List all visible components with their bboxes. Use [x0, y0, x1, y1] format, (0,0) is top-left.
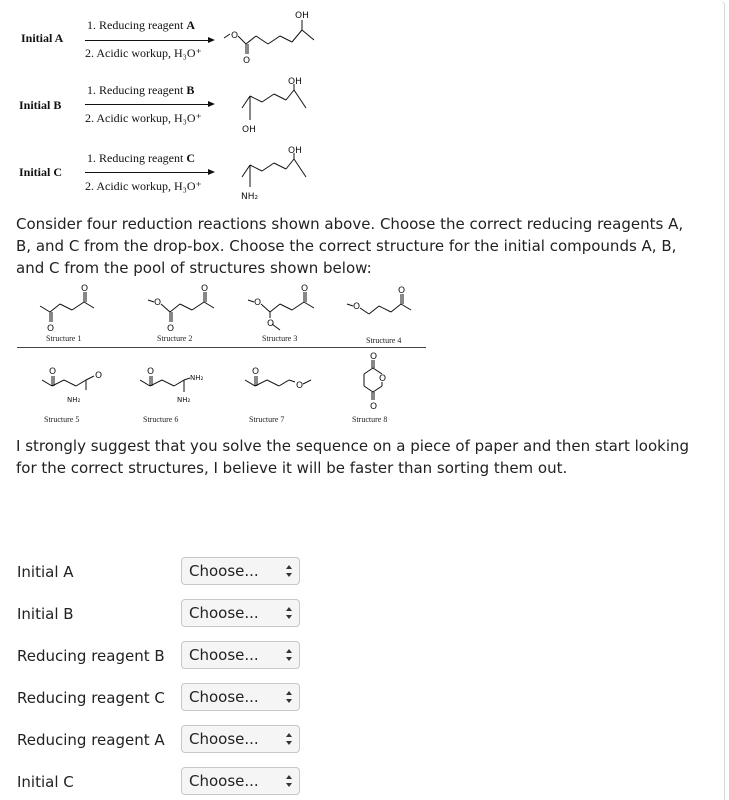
structure-6-label: Structure 6	[143, 415, 179, 424]
reducing-reagent-c-select[interactable]	[181, 683, 300, 711]
svg-text:OH: OH	[288, 77, 302, 87]
question-prompt: Consider four reduction reactions shown above. Choose the correct reducing reagents A, B, and C from the drop-box. Choose the correct structure for the initial compounds A, B, and C from the pool of structures shown below:	[16, 215, 684, 277]
select-arrows-icon	[285, 732, 293, 746]
svg-text:O: O	[243, 56, 251, 66]
structure-5-molecule	[40, 362, 108, 406]
reaction-b-arrow	[85, 104, 213, 105]
reaction-b-initial-label: Initial B	[19, 98, 62, 112]
svg-text:OH: OH	[295, 11, 309, 21]
svg-text:O: O	[231, 31, 239, 41]
reaction-a-arrow	[85, 40, 213, 41]
select-arrows-icon	[285, 774, 293, 788]
svg-text:O: O	[154, 298, 162, 308]
structure-8-molecule	[352, 350, 396, 412]
structure-1-label: Structure 1	[46, 334, 82, 343]
reaction-c-step2: 2. Acidic workup, H₃O⁺	[85, 179, 202, 193]
svg-text:O: O	[49, 367, 57, 377]
svg-text:O: O	[379, 374, 387, 384]
structure-2-label: Structure 2	[157, 334, 193, 343]
svg-text:OH: OH	[288, 146, 302, 156]
reaction-b-step2: 2. Acidic workup, H₃O⁺	[85, 111, 202, 125]
initial-a-select[interactable]	[181, 557, 300, 585]
svg-text:NH₂: NH₂	[241, 192, 259, 202]
svg-text:O: O	[167, 324, 175, 334]
svg-text:O: O	[147, 367, 155, 377]
svg-text:O: O	[47, 324, 55, 334]
svg-text:O: O	[398, 286, 406, 296]
svg-text:O: O	[370, 352, 378, 362]
svg-text:O: O	[254, 298, 262, 308]
reducing-reagent-b-select[interactable]	[181, 641, 300, 669]
reaction-a-initial-label: Initial A	[21, 31, 64, 45]
svg-text:O: O	[81, 284, 89, 294]
initial-b-select[interactable]	[181, 599, 300, 627]
reducing-reagent-b-select-value: Choose...	[189, 646, 259, 664]
structure-5-label: Structure 5	[44, 415, 80, 424]
structure-row-divider	[17, 347, 426, 348]
svg-text:O: O	[353, 302, 361, 312]
select-arrows-icon	[285, 690, 293, 704]
reaction-a-step2: 2. Acidic workup, H₃O⁺	[85, 46, 202, 60]
initial-a-label: Initial A	[17, 563, 74, 581]
reaction-c-initial-label: Initial C	[19, 165, 63, 179]
initial-b-select-value: Choose...	[189, 604, 259, 622]
select-arrows-icon	[285, 606, 293, 620]
reaction-a-step1: 1. Reducing reagent A	[87, 18, 195, 32]
structure-6-molecule	[138, 362, 210, 406]
svg-text:NH₂: NH₂	[177, 396, 191, 404]
select-arrows-icon	[285, 564, 293, 578]
structure-7-label: Structure 7	[249, 415, 285, 424]
product-c-molecule	[238, 141, 318, 203]
initial-c-select[interactable]	[181, 767, 300, 795]
reducing-reagent-a-select[interactable]	[181, 725, 300, 753]
svg-text:O: O	[252, 367, 260, 377]
svg-text:NH₂: NH₂	[67, 396, 81, 404]
structure-2-molecule	[146, 286, 222, 334]
initial-c-select-value: Choose...	[189, 772, 259, 790]
reducing-reagent-b-label: Reducing reagent B	[17, 647, 165, 665]
reaction-c-arrow	[85, 172, 213, 173]
svg-text:O: O	[95, 371, 103, 381]
reaction-c-step1: 1. Reducing reagent C	[87, 151, 195, 165]
svg-text:O: O	[267, 319, 275, 329]
reducing-reagent-a-select-value: Choose...	[189, 730, 259, 748]
svg-text:OH: OH	[242, 125, 256, 135]
reducing-reagent-c-label: Reducing reagent C	[17, 689, 165, 707]
structure-3-molecule	[246, 286, 322, 336]
initial-c-label: Initial C	[17, 773, 74, 791]
svg-text:O: O	[296, 381, 304, 391]
select-arrows-icon	[285, 648, 293, 662]
reducing-reagent-c-select-value: Choose...	[189, 688, 259, 706]
structure-3-label: Structure 3	[262, 334, 298, 343]
product-a-molecule	[222, 6, 322, 66]
structure-8-label: Structure 8	[352, 415, 388, 424]
svg-text:O: O	[201, 284, 209, 294]
structure-7-molecule	[243, 362, 315, 406]
initial-b-label: Initial B	[17, 605, 74, 623]
structure-1-molecule	[38, 286, 108, 334]
reducing-reagent-a-label: Reducing reagent A	[17, 731, 165, 749]
structure-4-label: Structure 4	[366, 336, 402, 345]
svg-text:O: O	[301, 284, 309, 294]
structure-4-molecule	[345, 286, 417, 326]
product-b-molecule	[238, 72, 318, 134]
reaction-b-step1: 1. Reducing reagent B	[87, 83, 195, 97]
svg-text:O: O	[370, 402, 378, 412]
svg-text:NH₂: NH₂	[190, 374, 204, 382]
initial-a-select-value: Choose...	[189, 562, 259, 580]
suggestion-text: I strongly suggest that you solve the sequence on a piece of paper and then start looking for the correct structures, I believe it will be faster than sorting them out.	[16, 437, 690, 477]
